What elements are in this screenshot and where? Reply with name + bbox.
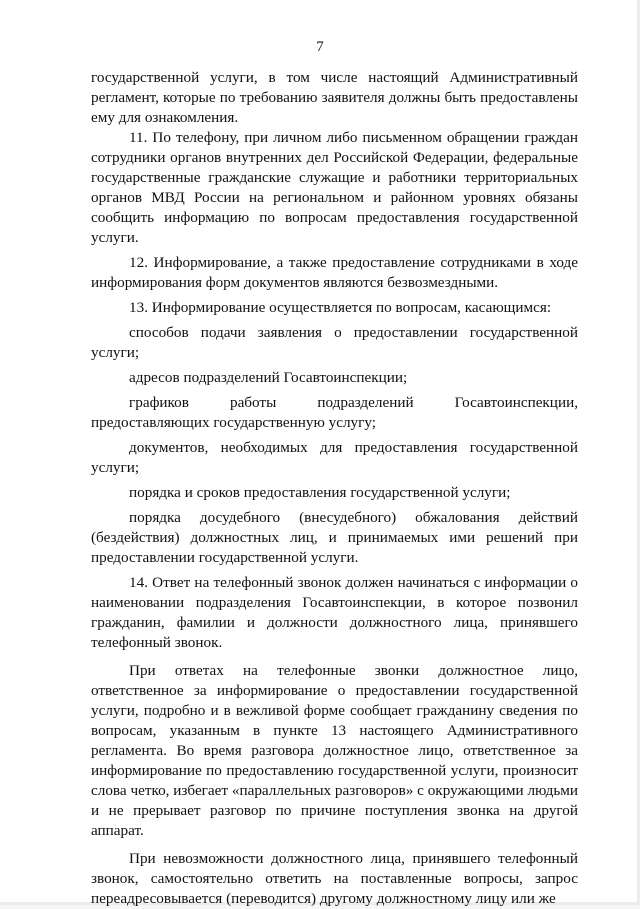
page-number: 7 [316,39,324,55]
paragraph-redirect: При невозможности должностного лица, принявшего телефонный звонок, самостоятельно ответить на поставленные вопросы, запрос переадресовывается (переводится) другому должностному лицу или же [91,850,578,907]
paragraph-13: 13. Информирование осуществляется по вопросам, касающимся: [129,299,552,316]
paragraph-continuation: государственной услуги, в том числе настоящий Административный регламент, которые по требованию заявителя должны быть предоставлены ему для ознакомления. [91,69,578,126]
list-item-procedure-terms: порядка и сроков предоставления государственной услуги; [129,484,511,501]
list-item-application-methods: способов подачи заявления о предоставлении государственной услуги; [91,324,578,361]
list-item-addresses: адресов подразделений Госавтоинспекции; [129,369,408,386]
paragraph-12: 12. Информирование, а также предоставление сотрудниками в ходе информирования форм документов являются безвозмездными. [91,254,578,291]
paragraph-14: 14. Ответ на телефонный звонок должен начинаться с информации о наименовании подразделения Госавтоинспекции, в которое позвонил гражданин, фамилии и должности должностного лица, принявшего телефонный звонок. [91,574,578,651]
paragraph-phone-answers: При ответах на телефонные звонки должностное лицо, ответственное за информирование о предоставлении государственной услуги, подробно и в вежливой форме сообщает гражданину сведения по вопросам, указанным в пункте 13 настоящего Административного регламента. Во время разговора должностное лицо, ответственное за информирование по предоставлению государственной услуги, произносит слова четко, избегает «параллельных разговоров» с окружающими людьми и не прерывает разговор по причине поступления звонка на другой аппарат. [91,662,578,839]
paragraph-11: 11. По телефону, при личном либо письменном обращении граждан сотрудники органов внутренних дел Российской Федерации, федеральные государственные гражданские служащие и работники территориальных органов МВД России на региональном и районном уровнях обязаны сообщить информацию по вопросам предоставления государственной услуги. [91,129,578,246]
list-item-schedules: графиков работы подразделений Госавтоинспекции, предоставляющих государственную услугу; [91,394,578,431]
list-item-appeal-procedure: порядка досудебного (внесудебного) обжалования действий (бездействия) должностных лиц, и принимаемых ими решений при предоставлении государственной услуги. [91,509,578,566]
document-body [91,68,578,909]
list-item-documents: документов, необходимых для предоставления государственной услуги; [91,439,578,476]
